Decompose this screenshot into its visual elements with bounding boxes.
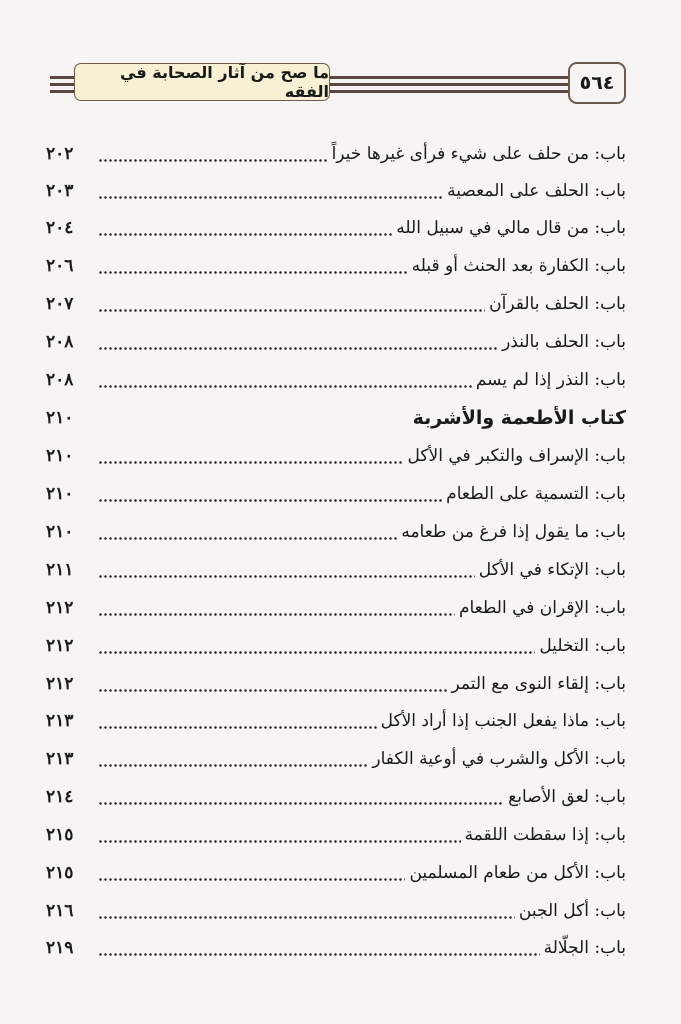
toc-entry <box>46 857 626 889</box>
entry-title: باب: الجلّالة <box>543 938 626 958</box>
entry-title: باب: الإقران في الطعام <box>458 598 626 618</box>
entry-page-number: ٢٠٤ <box>46 218 74 238</box>
entry-page-number: ٢١٣ <box>46 749 74 769</box>
entry-title: باب: الأكل والشرب في أوعية الكفار <box>372 749 626 769</box>
entry-page-number: ٢١٢ <box>46 598 74 618</box>
toc-entry <box>46 326 626 358</box>
entry-page-number: ٢١٢ <box>46 636 74 656</box>
dot-leader <box>98 138 328 170</box>
dot-leader <box>98 402 409 434</box>
entry-page-number: ٢١٥ <box>46 863 74 883</box>
entry-page-number: ٢١١ <box>46 560 74 580</box>
dot-leader <box>98 819 461 851</box>
entry-title: باب: الحلف على المعصية <box>447 181 626 201</box>
toc-entry <box>46 554 626 586</box>
toc-entry <box>46 932 626 964</box>
entry-title: باب: الحلف بالنذر <box>502 332 626 352</box>
entry-page-number: ٢٠٣ <box>46 181 74 201</box>
dot-leader <box>98 592 455 624</box>
entry-title: باب: إذا سقطت اللقمة <box>464 825 626 845</box>
dot-leader <box>98 630 535 662</box>
entry-page-number: ٢١٦ <box>46 901 74 921</box>
entry-title: باب: النذر إذا لم يسم <box>475 370 626 390</box>
entry-page-number: ٢١٠ <box>46 484 74 504</box>
section-heading-row <box>46 402 626 434</box>
entry-title: باب: التخليل <box>539 636 626 656</box>
dot-leader <box>98 250 408 282</box>
toc-entry <box>46 743 626 775</box>
entry-title: باب: ما يقول إذا فرغ من طعامه <box>401 522 626 542</box>
toc-entry <box>46 592 626 624</box>
entry-page-number: ٢٠٨ <box>46 370 74 390</box>
dot-leader <box>98 212 392 244</box>
toc-entry <box>46 819 626 851</box>
dot-leader <box>98 364 472 396</box>
entry-page-number: ٢٠٧ <box>46 294 74 314</box>
entry-page-number: ٢١٩ <box>46 938 74 958</box>
section-title: كتاب الأطعمة والأشربة <box>412 407 626 429</box>
toc-entry <box>46 516 626 548</box>
dot-leader <box>98 705 377 737</box>
dot-leader <box>98 326 498 358</box>
entry-page-number: ٢٠٢ <box>46 144 74 164</box>
dot-leader <box>98 932 540 964</box>
dot-leader <box>98 478 442 510</box>
toc-entry <box>46 478 626 510</box>
toc-entry <box>46 250 626 282</box>
dot-leader <box>98 668 448 700</box>
entry-title: باب: لعق الأصابع <box>508 787 626 807</box>
dot-leader <box>98 895 515 927</box>
toc-entry <box>46 630 626 662</box>
page-header <box>0 0 681 110</box>
toc-entry <box>46 212 626 244</box>
entry-title: باب: الحلف بالقرآن <box>489 294 626 314</box>
dot-leader <box>98 288 485 320</box>
toc-entry <box>46 440 626 472</box>
dot-leader <box>98 554 475 586</box>
toc-entry <box>46 668 626 700</box>
toc-entry <box>46 138 626 170</box>
toc-entry <box>46 895 626 927</box>
entry-page-number: ٢٠٦ <box>46 256 74 276</box>
entry-title: باب: الكفارة بعد الحنث أو قبله <box>411 256 626 276</box>
book-title: ما صح من آثار الصحابة في الفقه <box>74 63 330 101</box>
entry-title: باب: الإسراف والتكبر في الأكل <box>407 446 626 466</box>
toc-entry <box>46 781 626 813</box>
toc-entry <box>46 364 626 396</box>
entry-page-number: ٢١٢ <box>46 674 74 694</box>
entry-page-number: ٢٠٨ <box>46 332 74 352</box>
toc-entry <box>46 705 626 737</box>
entry-title: باب: الإتكاء في الأكل <box>478 560 626 580</box>
entry-page-number: ٢١٥ <box>46 825 74 845</box>
entry-page-number: ٢١٠ <box>46 408 74 428</box>
entry-page-number: ٢١٠ <box>46 446 74 466</box>
dot-leader <box>98 781 504 813</box>
entry-page-number: ٢١٠ <box>46 522 74 542</box>
entry-title: باب: من قال مالي في سبيل الله <box>396 218 626 238</box>
entry-title: باب: الأكل من طعام المسلمين <box>409 863 626 883</box>
entry-title: باب: من حلف على شيء فرأى غيرها خيراً <box>331 144 626 164</box>
dot-leader <box>98 440 404 472</box>
dot-leader <box>98 516 397 548</box>
dot-leader <box>98 743 368 775</box>
dot-leader <box>98 857 405 889</box>
entry-page-number: ٢١٣ <box>46 711 74 731</box>
entry-title: باب: التسمية على الطعام <box>446 484 626 504</box>
toc-entry <box>46 288 626 320</box>
entry-title: باب: أكل الجبن <box>518 901 626 921</box>
entry-title: باب: إلقاء النوى مع التمر <box>451 674 626 694</box>
toc-entry <box>46 175 626 207</box>
entry-page-number: ٢١٤ <box>46 787 74 807</box>
dot-leader <box>98 175 443 207</box>
entry-title: باب: ماذا يفعل الجنب إذا أراد الأكل <box>380 711 626 731</box>
page-number: ٥٦٤ <box>568 62 626 104</box>
